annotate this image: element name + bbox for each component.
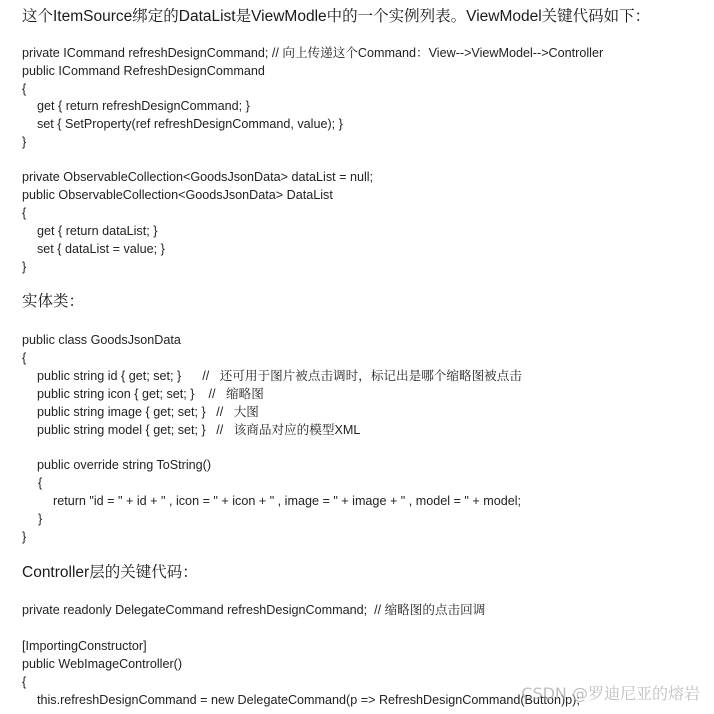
code-line: return "id = " + id + " , icon = " + icon + " , image = " + image + " , model = " + model; [53,494,522,508]
code-line: { [22,351,27,365]
code-line: set { SetProperty(ref refreshDesignCommand, value); } [37,117,343,131]
code-line: public class GoodsJsonData [22,333,181,347]
code-line: set { dataList = value; } [37,242,165,256]
heading-controller: Controller层的关键代码： [22,564,198,581]
code-line: public string image { get; set; } // 大图 [37,405,259,419]
code-line: public string model { get; set; } // 该商品对应的模型XML [37,423,361,437]
code-line: { [38,476,43,490]
code-line: private ICommand refreshDesignCommand; // 向上传递这个Command：View-->ViewModel-->Controller [22,46,604,60]
code-line: public WebImageController() [22,657,183,671]
code-line: public override string ToString() [37,458,212,472]
code-line: } [22,135,27,149]
code-line: private readonly DelegateCommand refreshDesignCommand; // 缩略图的点击回调 [22,603,486,617]
code-line: { [22,675,27,689]
csdn-watermark: CSDN @罗迪尼亚的熔岩 [521,684,700,703]
code-line: public string icon { get; set; } // 缩略图 [37,387,264,401]
code-line: { [22,82,27,96]
code-line: private ObservableCollection<GoodsJsonData> dataList = null; [22,170,374,184]
code-line: [ImportingConstructor] [22,639,147,653]
code-line: this.refreshDesignCommand = new DelegateCommand(p => RefreshDesignCommand(Button)p); [37,693,580,707]
code-line: get { return refreshDesignCommand; } [37,99,250,113]
code-line: { [22,206,27,220]
code-line: } [38,512,43,526]
code-line: } [22,260,27,274]
code-line: public string id { get; set; } // 还可用于图片被点击调时，标记出是哪个缩略图被点击 [37,369,522,383]
code-line: get { return dataList; } [37,224,158,238]
code-line: public ICommand RefreshDesignCommand [22,64,265,78]
code-line: public ObservableCollection<GoodsJsonData> DataList [22,188,333,202]
intro-text: 这个ItemSource绑定的DataList是ViewModle中的一个实例列表。ViewModel关键代码如下： [22,8,651,25]
code-line: } [22,530,27,544]
heading-entity: 实体类： [22,293,85,310]
